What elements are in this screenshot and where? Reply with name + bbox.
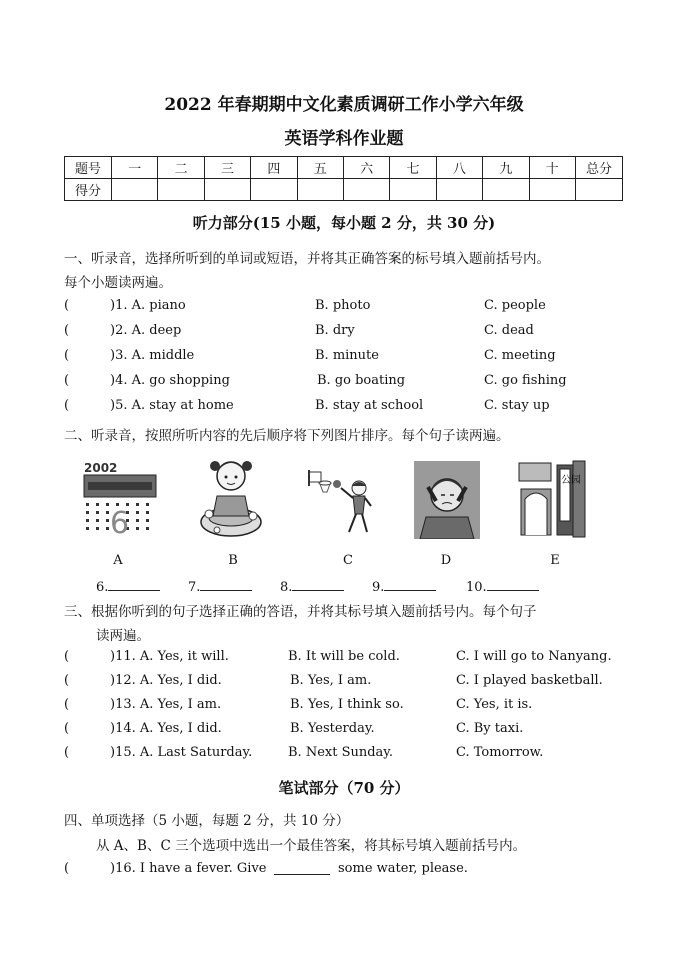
score-cell-header: 十 bbox=[529, 157, 575, 179]
score-cell[interactable] bbox=[251, 179, 297, 201]
picture-label: C bbox=[343, 553, 353, 568]
picture-label: D bbox=[440, 553, 452, 568]
question-option-b: B. Yes, I am. bbox=[290, 673, 372, 688]
park-sign-text: 公园 bbox=[561, 475, 581, 486]
picture-label: E bbox=[550, 553, 560, 568]
order-blank-line[interactable] bbox=[487, 578, 539, 591]
order-blank bbox=[466, 578, 539, 595]
calendar-year: 2002 bbox=[84, 461, 118, 475]
question-option-c: C. Tomorrow. bbox=[456, 745, 544, 760]
question-option-a: )1. A. piano bbox=[110, 298, 186, 313]
score-cell-header: 三 bbox=[204, 157, 250, 179]
order-blank-line[interactable] bbox=[384, 578, 436, 591]
order-blank bbox=[188, 578, 252, 595]
part3-instruction-cont: 读两遍。 bbox=[96, 628, 150, 644]
order-blank-number: 6. bbox=[96, 580, 109, 595]
answer-paren[interactable]: ( bbox=[64, 348, 70, 363]
order-blank bbox=[372, 578, 436, 595]
part4-instruction-cont: 从 A、B、C 三个选项中选出一个最佳答案，将其标号填入题前括号内。 bbox=[96, 838, 527, 854]
question-option-a: )14. A. Yes, I did. bbox=[110, 721, 222, 736]
score-cell-header: 五 bbox=[297, 157, 343, 179]
order-blank-number: 10. bbox=[466, 580, 487, 595]
score-cell-header: 八 bbox=[436, 157, 482, 179]
score-table-header-row bbox=[65, 157, 623, 179]
score-cell-header: 总分 bbox=[576, 157, 623, 179]
score-cell-header: 六 bbox=[343, 157, 389, 179]
question-option-c: C. dead bbox=[484, 323, 534, 338]
answer-paren[interactable]: ( bbox=[64, 298, 70, 313]
score-cell[interactable] bbox=[204, 179, 250, 201]
score-cell[interactable] bbox=[576, 179, 623, 201]
score-cell[interactable] bbox=[112, 179, 158, 201]
question-option-b: B. photo bbox=[315, 298, 371, 313]
question-option-b: B. minute bbox=[315, 348, 379, 363]
listening-section-title: 听力部分(15 小题，每小题 2 分，共 30 分) bbox=[192, 214, 496, 232]
question-option-b: B. Yes, I think so. bbox=[290, 697, 404, 712]
question-option-a: )4. A. go shopping bbox=[110, 373, 230, 388]
question-16-stem: )16. I have a fever. Give bbox=[110, 861, 267, 876]
question-option-a: )13. A. Yes, I am. bbox=[110, 697, 222, 712]
basketball-picture bbox=[305, 466, 385, 542]
question-option-a: )15. A. Last Saturday. bbox=[110, 745, 253, 760]
question-option-b: B. It will be cold. bbox=[288, 649, 400, 664]
part1-instruction-cont: 每个小题读两遍。 bbox=[64, 275, 172, 291]
score-cell[interactable] bbox=[483, 179, 529, 201]
score-cell-header: 九 bbox=[483, 157, 529, 179]
answer-paren[interactable]: ( bbox=[64, 745, 70, 760]
answer-paren[interactable]: ( bbox=[64, 721, 70, 736]
question-16-stem-end: some water, please. bbox=[338, 861, 468, 876]
exam-subtitle: 英语学科作业题 bbox=[284, 129, 404, 149]
order-blank-line[interactable] bbox=[108, 578, 160, 591]
question-option-a: )11. A. Yes, it will. bbox=[110, 649, 229, 664]
question-option-c: C. stay up bbox=[484, 398, 550, 413]
picture-label: B bbox=[228, 553, 238, 568]
question-option-c: C. meeting bbox=[484, 348, 556, 363]
score-table-score-row bbox=[65, 179, 623, 201]
score-cell-header: 一 bbox=[112, 157, 158, 179]
order-blank-number: 9. bbox=[372, 580, 385, 595]
calendar-day: 6 bbox=[110, 506, 130, 541]
order-blank bbox=[280, 578, 344, 595]
score-cell-header: 二 bbox=[158, 157, 204, 179]
order-blank bbox=[96, 578, 160, 595]
score-cell[interactable] bbox=[390, 179, 436, 201]
part1-instruction: 一、听录音，选择所听到的单词或短语，并将其正确答案的标号填入题前括号内。 bbox=[64, 251, 550, 267]
question-option-b: B. stay at school bbox=[315, 398, 424, 413]
part2-instruction: 二、听录音，按照所听内容的先后顺序将下列图片排序。每个句子读两遍。 bbox=[64, 428, 510, 444]
park-gate-picture bbox=[515, 459, 589, 541]
answer-paren[interactable]: ( bbox=[64, 861, 70, 876]
exam-title: 2022 年春期期中文化素质调研工作小学六年级 bbox=[164, 95, 524, 115]
question-option-c: C. go fishing bbox=[484, 373, 567, 388]
question-option-c: C. I played basketball. bbox=[456, 673, 603, 688]
question-option-b: B. go boating bbox=[317, 373, 406, 388]
calendar-picture bbox=[80, 461, 170, 541]
question-option-b: B. dry bbox=[315, 323, 355, 338]
question-option-c: C. I will go to Nanyang. bbox=[456, 649, 612, 664]
question-option-a: )12. A. Yes, I did. bbox=[110, 673, 222, 688]
score-cell[interactable] bbox=[343, 179, 389, 201]
answer-paren[interactable]: ( bbox=[64, 323, 70, 338]
order-blank-number: 7. bbox=[188, 580, 201, 595]
answer-paren[interactable]: ( bbox=[64, 398, 70, 413]
question-16-blank[interactable] bbox=[274, 862, 330, 875]
score-cell-header: 四 bbox=[251, 157, 297, 179]
score-row-label: 得分 bbox=[65, 179, 112, 201]
question-option-a: )3. A. middle bbox=[110, 348, 195, 363]
question-option-b: B. Next Sunday. bbox=[288, 745, 394, 760]
score-cell[interactable] bbox=[297, 179, 343, 201]
order-blank-line[interactable] bbox=[200, 578, 252, 591]
order-blank-number: 8. bbox=[280, 580, 293, 595]
question-option-c: C. By taxi. bbox=[456, 721, 524, 736]
writing-section-title: 笔试部分（70 分） bbox=[278, 779, 410, 797]
score-cell[interactable] bbox=[158, 179, 204, 201]
score-cell[interactable] bbox=[436, 179, 482, 201]
picture-label: A bbox=[113, 553, 123, 568]
score-cell-header: 题号 bbox=[65, 157, 112, 179]
question-option-c: C. people bbox=[484, 298, 546, 313]
answer-paren[interactable]: ( bbox=[64, 697, 70, 712]
question-option-c: C. Yes, it is. bbox=[456, 697, 533, 712]
score-cell[interactable] bbox=[529, 179, 575, 201]
answer-paren[interactable]: ( bbox=[64, 649, 70, 664]
score-cell-header: 七 bbox=[390, 157, 436, 179]
answer-paren[interactable]: ( bbox=[64, 673, 70, 688]
part4-instruction: 四、单项选择（5 小题，每题 2 分，共 10 分） bbox=[64, 813, 350, 829]
order-blank-line[interactable] bbox=[292, 578, 344, 591]
question-option-a: )5. A. stay at home bbox=[110, 398, 234, 413]
girl-washing-picture bbox=[195, 452, 267, 544]
score-table bbox=[64, 156, 623, 201]
part3-instruction: 三、根据你听到的句子选择正确的答语，并将其标号填入题前括号内。每个句子 bbox=[64, 604, 537, 620]
question-option-a: )2. A. deep bbox=[110, 323, 182, 338]
answer-paren[interactable]: ( bbox=[64, 373, 70, 388]
headache-picture bbox=[414, 461, 480, 539]
question-option-b: B. Yesterday. bbox=[290, 721, 375, 736]
